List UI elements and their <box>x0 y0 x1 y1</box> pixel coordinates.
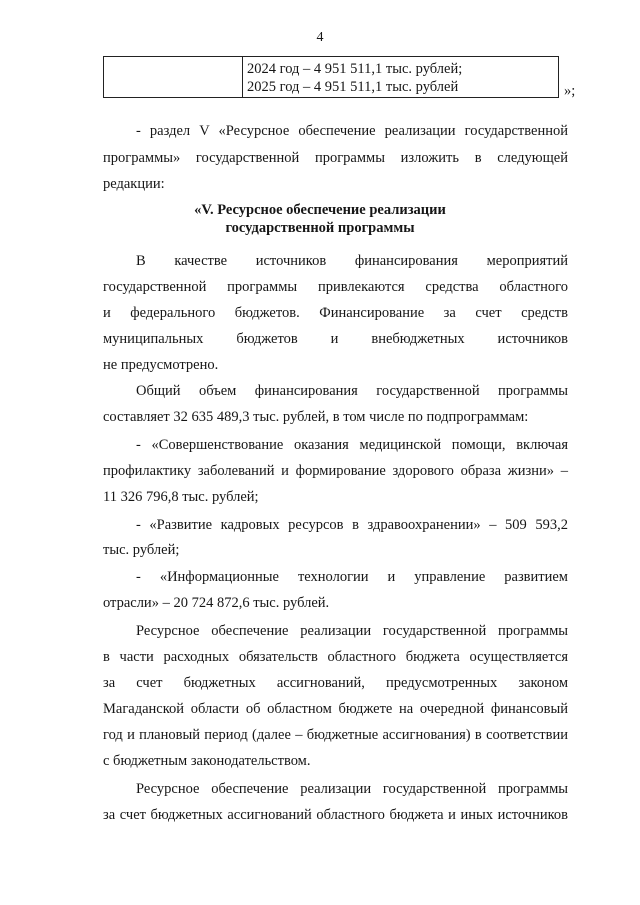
subprogram-line: профилактику заболеваний и формирование здорового образа жизни» – <box>103 463 568 479</box>
subprogram-line: отрасли» – 20 724 872,6 тыс. рублей. <box>103 595 330 611</box>
paragraph-line: за счет бюджетных ассигнований, предусмотренных законом <box>103 675 568 691</box>
paragraph-line: не предусмотрено. <box>103 357 219 373</box>
subprogram-line: - «Информационные технологии и управление развитием <box>136 569 568 585</box>
paragraph-line: Общий объем финансирования государственной программы <box>136 383 568 399</box>
funding-table <box>103 56 559 98</box>
section-heading: «V. Ресурсное обеспечение реализации <box>194 202 446 218</box>
paragraph-line: в части расходных обязательств областного бюджета осуществляется <box>103 649 568 665</box>
paragraph-line: год и плановый период (далее – бюджетные ассигнования) в соответствии <box>103 727 568 743</box>
intro-line: - раздел V «Ресурсное обеспечение реализации государственной <box>136 123 568 139</box>
intro-line: программы» государственной программы изложить в следующей <box>103 150 568 166</box>
subprogram-line: тыс. рублей; <box>103 542 180 558</box>
paragraph-line: муниципальных бюджетов и внебюджетных источников <box>103 331 568 347</box>
paragraph-line: Ресурсное обеспечение реализации государственной программы <box>136 781 568 797</box>
table-row-2025: 2025 год – 4 951 511,1 тыс. рублей <box>247 79 459 95</box>
subprogram-line: - «Развитие кадровых ресурсов в здравоохранении» – 509 593,2 <box>136 517 568 533</box>
section-heading: государственной программы <box>225 220 415 236</box>
paragraph-line: государственной программы привлекаются средства областного <box>103 279 568 295</box>
table-column-divider <box>242 57 243 97</box>
paragraph-line: за счет бюджетных ассигнований областного бюджета и иных источников <box>103 807 568 823</box>
table-closing-quote: »; <box>564 83 576 99</box>
paragraph-line: Магаданской области об областном бюджете на очередной финансовый <box>103 701 568 717</box>
paragraph-line: и федерального бюджетов. Финансирование за счет средств <box>103 305 568 321</box>
paragraph-line: составляет 32 635 489,3 тыс. рублей, в том числе по подпрограммам: <box>103 409 529 425</box>
paragraph-line: В качестве источников финансирования мероприятий <box>136 253 568 269</box>
page-number: 4 <box>316 30 324 45</box>
paragraph-line: с бюджетным законодательством. <box>103 753 311 769</box>
table-cell-values <box>247 60 462 96</box>
paragraph-line: Ресурсное обеспечение реализации государственной программы <box>136 623 568 639</box>
intro-line: редакции: <box>103 176 165 192</box>
subprogram-line: - «Совершенствование оказания медицинской помощи, включая <box>136 437 568 453</box>
subprogram-line: 11 326 796,8 тыс. рублей; <box>103 489 259 505</box>
table-row-2024: 2024 год – 4 951 511,1 тыс. рублей; <box>247 61 463 77</box>
